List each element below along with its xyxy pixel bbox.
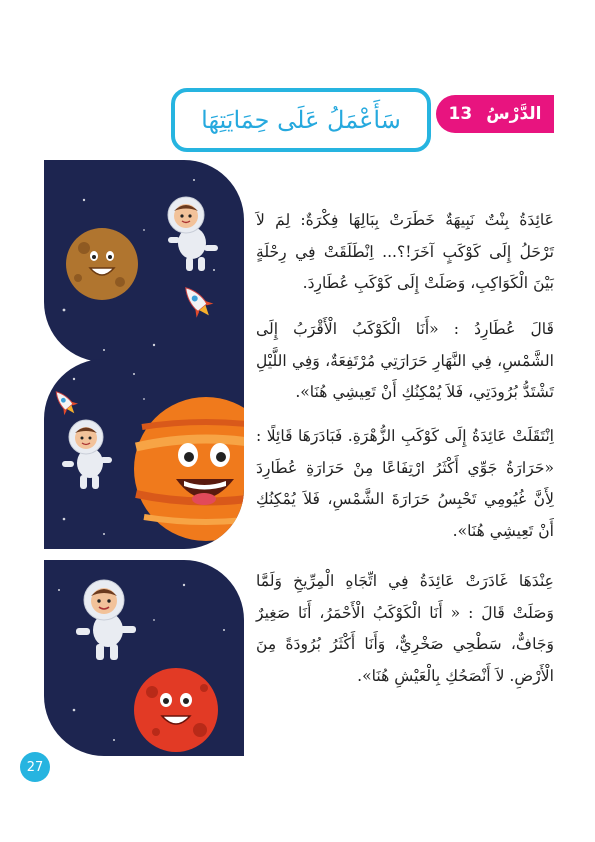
story-paragraph-2: قَالَ عُطَارِدُ : «أَنَا الْكَوْكَبُ الْأَقْرَبُ إِلَى الشَّمْسِ، فِي النَّهَارِ حَرَارَتِي مُرْتَفِعَةٌ، وَفِي اللَّيْلِ تَشْتَدُّ بُرُودَتِي، فَلاَ يُمْكِنُكِ أَنْ تَعِيشِي هُنَا». (256, 320, 554, 401)
rocket-icon (177, 281, 217, 323)
page-number: 27 (20, 752, 50, 782)
page-title: سَأَعْمَلُ عَلَى حِمَايَتِهَا (201, 106, 401, 134)
astronaut-icon (168, 197, 218, 271)
lesson-badge (436, 95, 554, 133)
stars (63, 373, 145, 535)
story-paragraph-1: عَائِدَةُ بِنْتٌ نَبِيهَةٌ خَطَرَتْ بِبَالِهَا فِكْرَةٌ: لِمَ لاَ تَرْحَلُ إِلَى كَوْكَبٍ آخَرَ!؟... اِنْطَلَقَتْ فِي رِحْلَةٍ بَيْنَ الْكَوَاكِبِ، وَصَلَتْ إِلَى كَوْكَبِ عُطَارِدَ. (256, 211, 554, 292)
astronaut-icon (62, 420, 112, 489)
astronaut-icon (76, 580, 136, 660)
mercury-planet-icon (66, 228, 138, 300)
title-box (171, 88, 431, 152)
lesson-number: 13 (448, 104, 473, 124)
venus-planet-icon (134, 397, 244, 541)
venus-illustration (44, 359, 244, 549)
rocket-icon (49, 386, 81, 419)
mercury-illustration (44, 160, 244, 362)
mars-planet-icon (134, 668, 218, 752)
story-paragraph-4: عِنْدَهَا غَادَرَتْ عَائِدَةُ فِي اتِّجَاهِ الْمِرِّيخِ وَلَمَّا وَصَلَتْ قَالَ : « أَنَا الْكَوْكَبُ الْأَحْمَرُ، أَنَا صَغِيرٌ وَجَافٌّ، سَطْحِي صَخْرِيٌّ، وَأَنَا أَكْثَرُ بُرُودَةً مِنَ الْأَرْضِ. لاَ أَنْصَحُكِ بِالْعَيْشِ هُنَا». (256, 572, 554, 685)
lesson-label: الدَّرْسُ (486, 104, 542, 124)
mars-illustration (44, 560, 244, 756)
story-paragraph-3: اِنْتَقَلَتْ عَائِدَةُ إِلَى كَوْكَبِ الزُّهْرَةِ. فَبَادَرَهَا قَائِلًا : «حَرَارَةُ جَوِّي أَكْثَرُ ارْتِفَاعًا مِنْ حَرَارَةِ عُطَارِدَ لِأَنَّ غُيُومِي تَحْبِسُ حَرَارَةَ الشَّمْسِ، فَلاَ يُمْكِنُكِ أَنْ تَعِيشِي هُنَا». (256, 427, 554, 540)
